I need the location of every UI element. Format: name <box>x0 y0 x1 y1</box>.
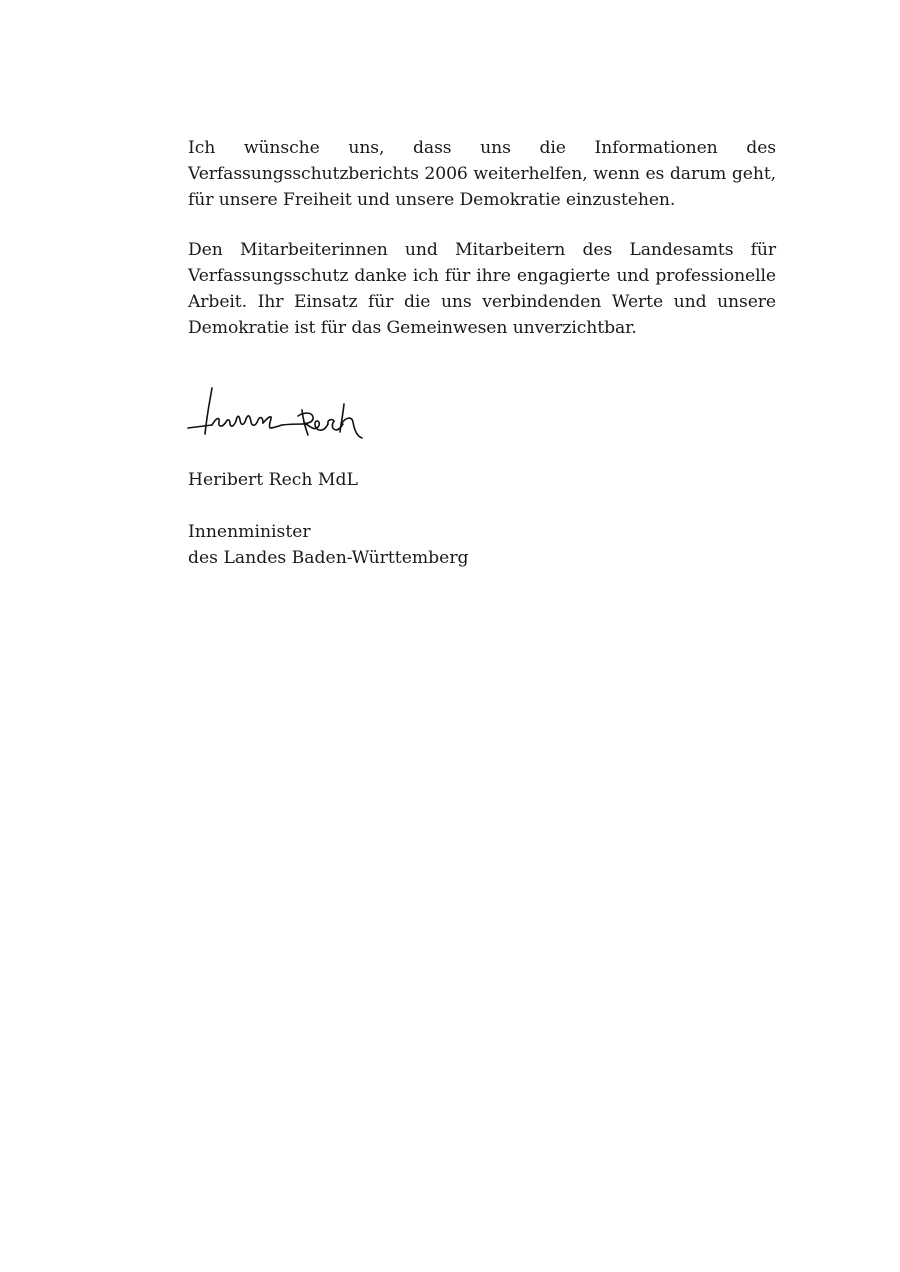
closing-paragraph-1: Ich wünsche uns, dass uns die Informationen des Verfassungsschutzberichts 2006 weiterhelfen, wenn es darum geht, für unsere Freiheit und unsere Demokratie einzustehen. <box>188 138 776 210</box>
office-state: des Landes Baden-Württemberg <box>188 548 469 568</box>
office-title: Innenminister <box>188 522 311 542</box>
closing-paragraph-2: Den Mitarbeiterinnen und Mitarbeitern des Landesamts für Verfassungsschutz danke ich für ihre engagierte und professionelle Arbeit. Ihr Einsatz für die uns verbindenden Werte und unsere Demokratie ist für das Gemeinwesen unverzichtbar. <box>188 240 776 338</box>
handwritten-signature <box>186 386 376 450</box>
signatory-office <box>188 519 469 571</box>
signatory-name: Heribert Rech MdL <box>188 470 358 490</box>
